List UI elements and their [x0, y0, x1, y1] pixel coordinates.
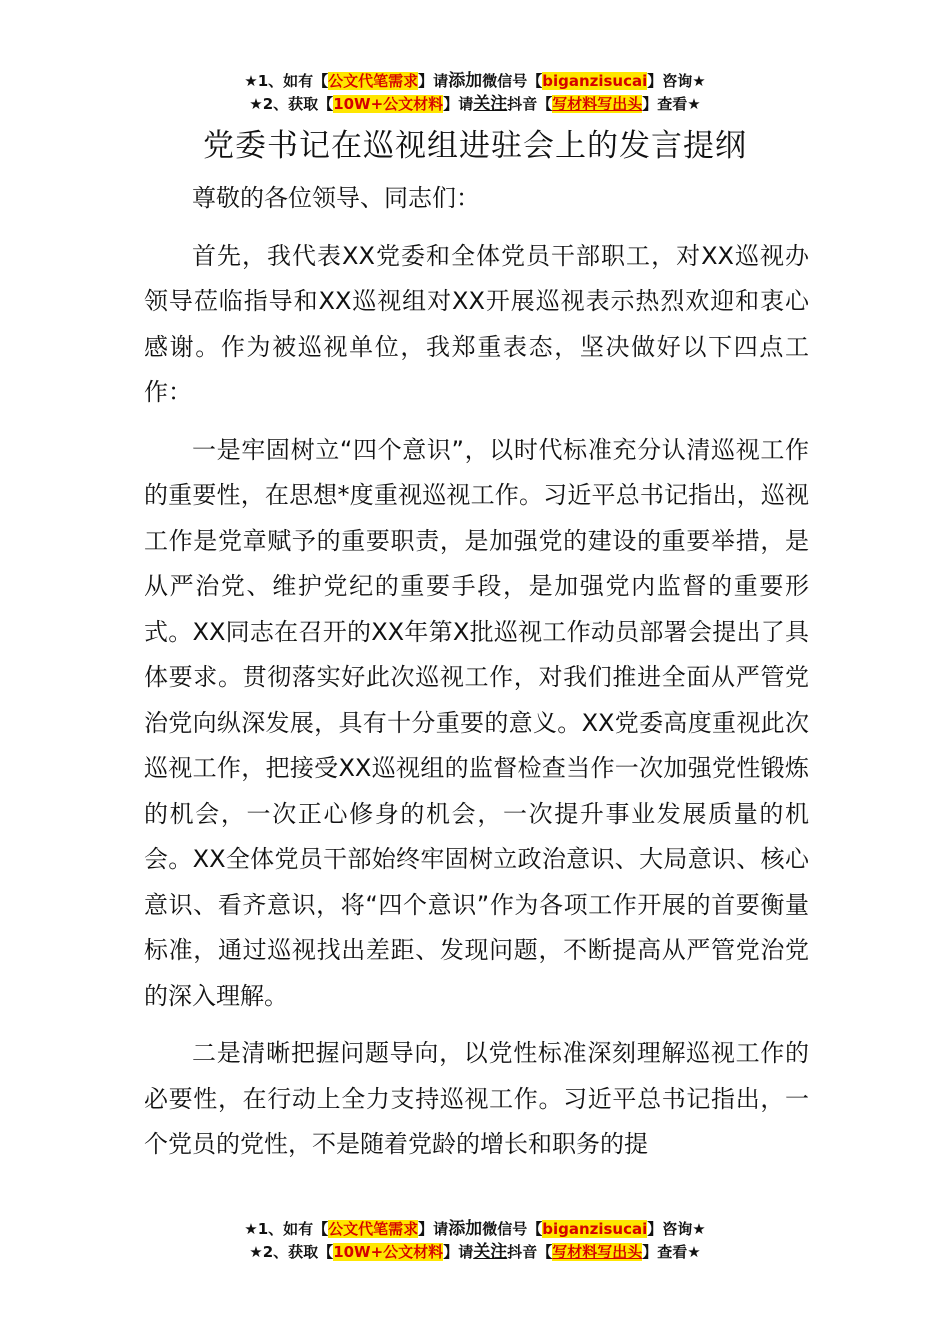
star-icon: ★ — [249, 1243, 263, 1261]
document-body — [144, 176, 809, 1168]
wechat-id: biganzisucai — [542, 72, 648, 90]
highlight-materials: 10W+公文材料 — [333, 1243, 444, 1261]
star-icon: ★ — [692, 72, 706, 90]
paragraph-2: 一是牢固树立“四个意识”，以时代标准充分认清巡视工作的重要性，在思想*度重视巡视工作。习近平总书记指出，巡视工作是党章赋予的重要职责，是加强党的建设的重要举措，是从严治党、维护党纪的重要手段，是加强党内监督的重要形式。XX同志在召开的XX年第X批巡视工作动员部署会提出了具体要求。贯彻落实好此次巡视工作，对我们推进全面从严管党治党向纵深发展，具有十分重要的意义。XX党委高度重视此次巡视工作，把接受XX巡视组的监督检查当作一次加强党性锻炼的机会，一次正心修身的机会，一次提升事业发展质量的机会。XX全体党员干部始终牢固树立政治意识、大局意识、核心意识、看齐意识，将“四个意识”作为各项工作开展的首要衡量标准，通过巡视找出差距、发现问题，不断提高从严管党治党的深入理解。 — [144, 435, 809, 1010]
wechat-id: biganzisucai — [542, 1220, 648, 1238]
paragraph-3: 二是清晰把握问题导向，以党性标准深刻理解巡视工作的必要性，在行动上全力支持巡视工作。习近平总书记指出，一个党员的党性，不是随着党龄的增长和职务的提 — [144, 1039, 809, 1158]
star-icon: ★ — [687, 95, 701, 113]
document-title: 党委书记在巡视组进驻会上的发言提纲 — [203, 128, 747, 164]
salutation: 尊敬的各位领导、同志们： — [192, 184, 480, 212]
star-icon: ★ — [244, 1220, 258, 1238]
bottom-promo-banner — [0, 1218, 950, 1264]
highlight-service: 公文代笔需求 — [328, 1220, 419, 1238]
promo-line-2: ★2、获取【10W+公文材料】请关注抖音【写材料写出头】查看★ — [249, 94, 701, 114]
star-icon: ★ — [687, 1243, 701, 1261]
star-icon: ★ — [249, 95, 263, 113]
highlight-materials: 10W+公文材料 — [333, 95, 444, 113]
star-icon: ★ — [692, 1220, 706, 1238]
paragraph-1: 首先，我代表XX党委和全体党员干部职工，对XX巡视办领导莅临指导和XX巡视组对XX开展巡视表示热烈欢迎和衷心感谢。作为被巡视单位，我郑重表态，坚决做好以下四点工作： — [144, 241, 809, 406]
douyin-account: 写材料写出头 — [552, 95, 643, 113]
promo-line-1: ★1、如有【公文代笔需求】请添加微信号【biganzisucai】咨询★ — [244, 1219, 706, 1239]
promo-line-2: ★2、获取【10W+公文材料】请关注抖音【写材料写出头】查看★ — [249, 1242, 701, 1262]
top-promo-banner — [0, 70, 950, 116]
highlight-service: 公文代笔需求 — [328, 72, 419, 90]
star-icon: ★ — [244, 72, 258, 90]
douyin-account: 写材料写出头 — [552, 1243, 643, 1261]
promo-line-1: ★1、如有【公文代笔需求】请添加微信号【biganzisucai】咨询★ — [244, 71, 706, 91]
